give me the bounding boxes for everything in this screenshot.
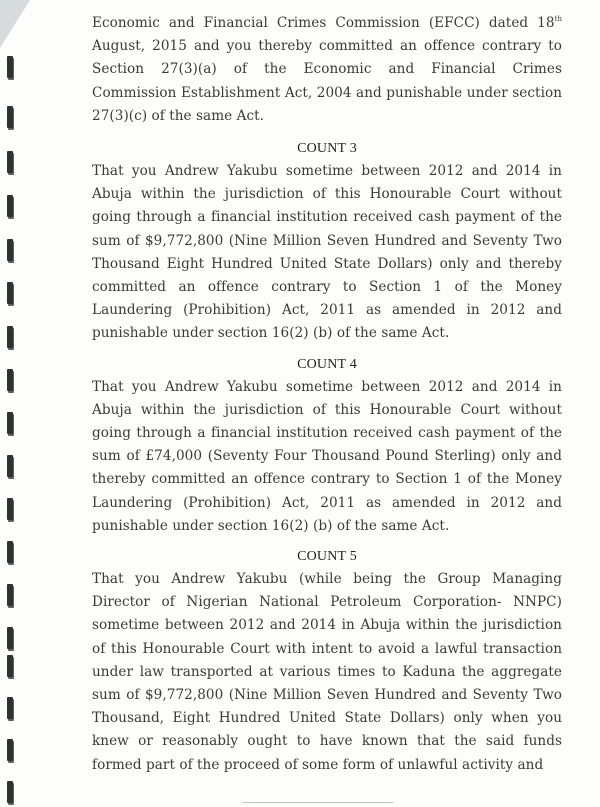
count-4-section: [92, 354, 562, 538]
binding-hole: [7, 541, 13, 563]
binding-hole: [7, 282, 13, 304]
binding-hole: [7, 239, 13, 261]
count-5-heading: COUNT 5: [297, 549, 357, 565]
binding-hole: [7, 369, 13, 391]
opening-text-continued: August, 2015 and you thereby committed an offence contrary to Section 27(3)(a) of the Economic and Financial Crimes Commission Establishment Act, 2004 and punishable under section 27(3)(c) of the same Act.: [92, 38, 562, 124]
count-3-text: That you Andrew Yakubu sometime between 2012 and 2014 in Abuja within the jurisdiction of this Honourable Court without going through a financial institution received cash payment of the sum of $9,772,800 (Nine Million Seven Hundred and Seventy Two Thousand Eight Hundred United State Dollars) only and thereby committed an offence contrary to Section 1 of the Money Laundering (Prohibition) Act, 2011 as amended in 2012 and punishable under section 16(2) (b) of the same Act.: [92, 163, 562, 342]
binding-hole: [7, 151, 13, 173]
binding-hole: [7, 697, 13, 719]
binding-hole: [7, 195, 13, 217]
count-4-heading: COUNT 4: [297, 356, 357, 372]
document-page: [92, 12, 562, 777]
count-5-text: That you Andrew Yakubu (while being the Group Managing Director of Nigerian National Petroleum Corporation- NNPC) sometime between 2012 and 2014 in Abuja within the jurisdiction of this Honourable Court with intent to avoid a lawful transaction under law transported at various times to Kaduna the aggregate sum of $9,772,800 (Nine Million Seven Hundred and Seventy Two Thousand, Eight Hundred United State Dollars) only when you knew or reasonably ought to have known that the said funds formed part of the proceed of some form of unlawful activity and: [92, 571, 562, 773]
binding-hole: [7, 739, 13, 761]
count-4-text: That you Andrew Yakubu sometime between 2012 and 2014 in Abuja within the jurisdiction of this Honourable Court without going through a financial institution received cash payment of the sum of £74,000 (Seventy Four Thousand Pound Sterling) only and thereby committed an offence contrary to Section 1 of the Money Laundering (Prohibition) Act, 2011 as amended in 2012 and punishable under section 16(2) (b) of the same Act.: [92, 378, 562, 534]
count-3-section: [92, 138, 562, 346]
opening-paragraph: [92, 12, 562, 128]
spiral-binding: [4, 0, 18, 807]
count-3-heading: COUNT 3: [297, 141, 357, 157]
ordinal-suffix: th: [554, 15, 562, 23]
binding-hole: [7, 655, 13, 677]
binding-hole: [7, 781, 13, 803]
binding-hole: [7, 412, 13, 434]
opening-text: Economic and Financial Crimes Commission (EFCC) dated 18: [92, 15, 555, 31]
binding-hole: [7, 584, 13, 606]
page-bottom-edge: [243, 802, 393, 803]
binding-hole: [7, 498, 13, 520]
binding-hole: [7, 106, 13, 128]
binding-hole: [7, 326, 13, 348]
binding-hole: [7, 56, 13, 78]
binding-hole: [7, 627, 13, 649]
binding-hole: [7, 455, 13, 477]
count-5-section: [92, 546, 562, 777]
